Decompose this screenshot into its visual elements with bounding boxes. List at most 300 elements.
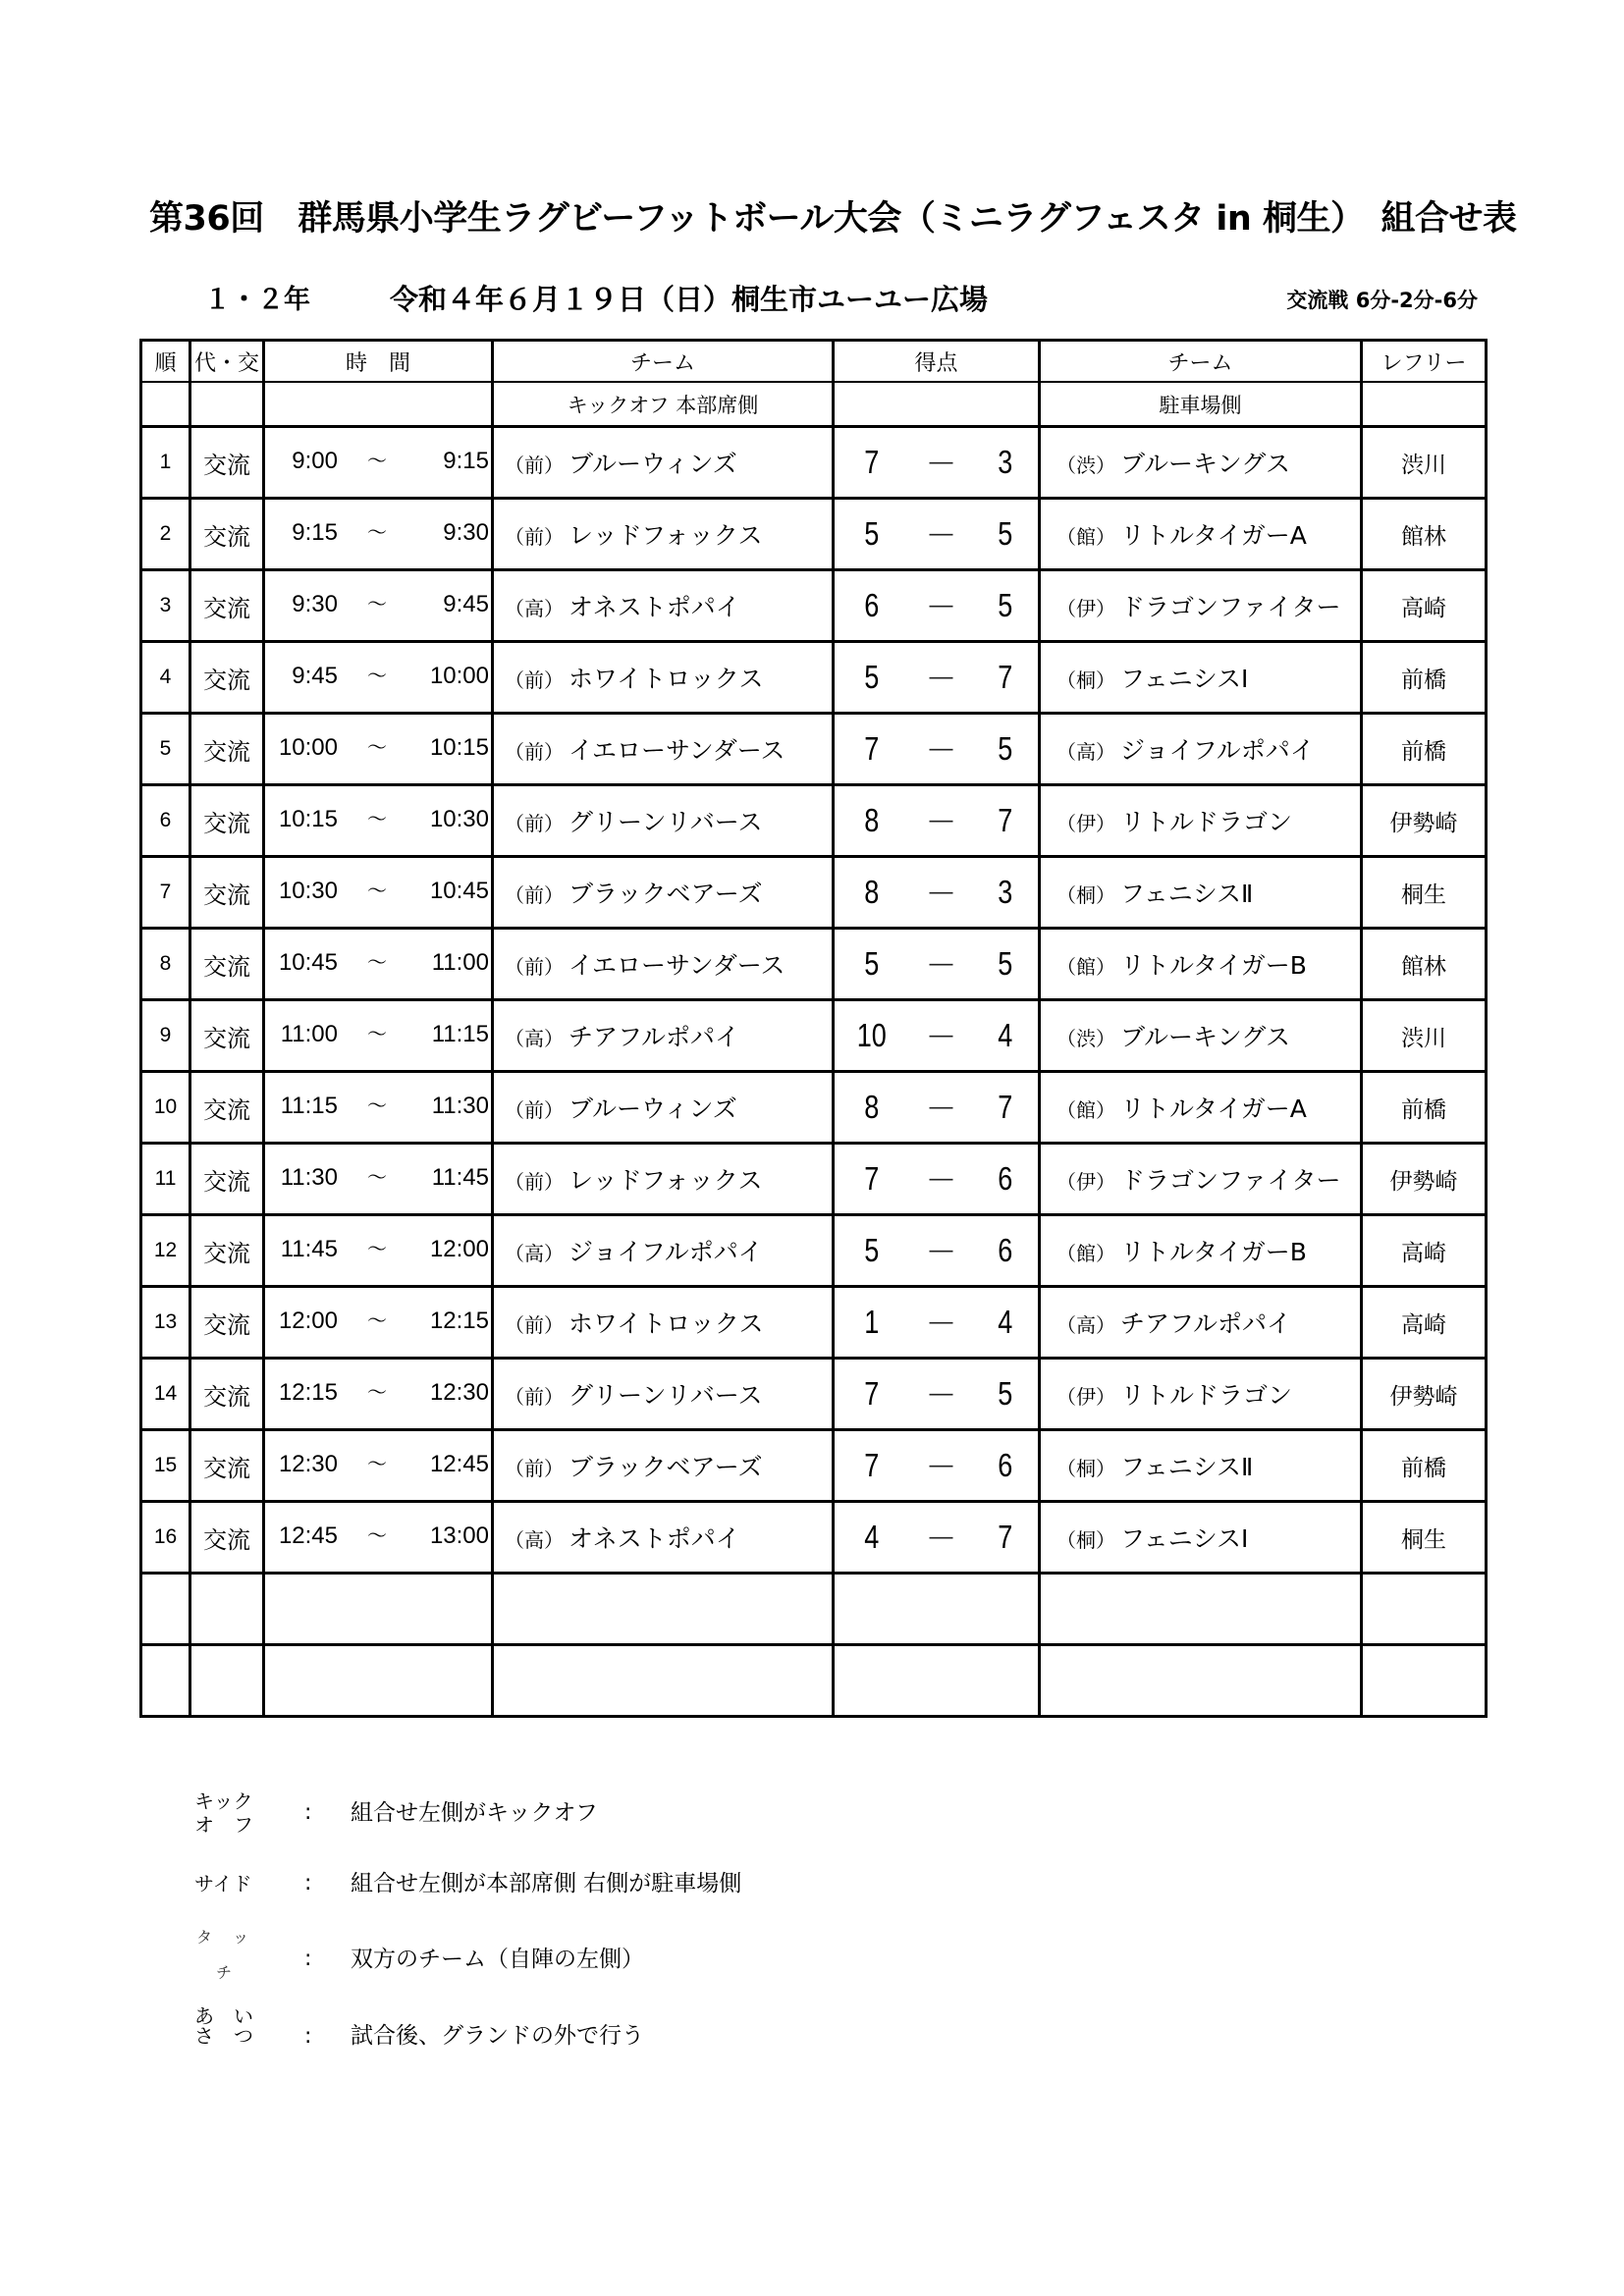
start-time: 10:00	[278, 734, 338, 761]
referee: 前橋	[1362, 714, 1487, 785]
match-time	[264, 1359, 493, 1430]
score	[835, 944, 1038, 984]
start-time: 10:45	[278, 949, 338, 976]
away-team-cell	[1040, 427, 1362, 499]
score-cell	[834, 1430, 1040, 1502]
home-score: 7	[864, 1160, 880, 1197]
match-type: 交流	[190, 1287, 264, 1359]
match-row	[141, 714, 1487, 785]
home-team-name: チアフルポパイ	[568, 1023, 740, 1051]
home-team-region: （前）	[505, 883, 564, 907]
document-title: 第36回 群馬県小学生ラグビーフットボール大会（ミニラグフェスタ in 桐生） 組合せ表	[149, 199, 1517, 239]
referee: 高崎	[1362, 1215, 1487, 1287]
referee: 前橋	[1362, 642, 1487, 714]
home-team-cell	[493, 642, 834, 714]
note-text: 組合せ左側がキックオフ	[351, 1800, 598, 1826]
match-type: 交流	[190, 1144, 264, 1215]
score-separator: —	[929, 1022, 953, 1048]
match-type: 交流	[190, 427, 264, 499]
match-type: 交流	[190, 1430, 264, 1502]
end-time: 12:15	[429, 1308, 489, 1334]
home-team-region: （前）	[505, 1170, 564, 1194]
time-range	[265, 519, 491, 549]
start-time: 12:30	[278, 1451, 338, 1477]
match-time	[264, 642, 493, 714]
header-away-team: チーム	[1040, 341, 1362, 383]
score-separator: —	[929, 592, 953, 618]
home-team-cell	[493, 1287, 834, 1359]
time-range-separator: ～	[367, 594, 387, 615]
empty-cell	[190, 1574, 264, 1645]
away-score: 5	[998, 587, 1013, 623]
away-team-cell	[1040, 785, 1362, 857]
time-range-separator: ～	[367, 522, 387, 544]
referee: 桐生	[1362, 857, 1487, 929]
away-score: 3	[998, 874, 1013, 910]
score-cell	[834, 1359, 1040, 1430]
start-time: 10:30	[278, 878, 338, 904]
home-team-name: オネストポパイ	[568, 593, 740, 621]
match-row	[141, 1359, 1487, 1430]
note-label: タ ッ	[196, 1928, 249, 1947]
score-separator: —	[929, 1094, 953, 1120]
away-team-name: リトルドラゴン	[1120, 1381, 1293, 1410]
time-range	[265, 1451, 491, 1480]
score-cell	[834, 642, 1040, 714]
time-range	[265, 1021, 491, 1050]
score-separator: —	[929, 950, 953, 977]
home-score: 7	[864, 1375, 880, 1412]
score-separator: —	[929, 1523, 953, 1550]
match-time	[264, 1072, 493, 1144]
match-order: 1	[141, 427, 190, 499]
score-separator: —	[929, 1165, 953, 1192]
home-team-cell	[493, 1072, 834, 1144]
score-cell	[834, 499, 1040, 570]
home-team-region: （前）	[505, 1313, 564, 1337]
home-team-region: （前）	[505, 454, 564, 477]
home-team-name: レッドフォックス	[568, 1166, 763, 1195]
end-time: 9:45	[443, 591, 489, 617]
end-time: 9:30	[443, 519, 489, 546]
away-team-name: フェニシスⅡ	[1120, 880, 1254, 908]
home-team-cell	[493, 1000, 834, 1072]
subheader-score	[834, 382, 1040, 427]
match-order: 14	[141, 1359, 190, 1430]
score-cell	[834, 427, 1040, 499]
score-separator: —	[929, 1237, 953, 1263]
match-order: 11	[141, 1144, 190, 1215]
referee: 高崎	[1362, 570, 1487, 642]
header-row	[141, 341, 1487, 383]
match-type: 交流	[190, 570, 264, 642]
away-team-region: （伊）	[1056, 597, 1115, 620]
note-text: 組合せ左側が本部席側 右側が駐車場側	[351, 1871, 742, 1896]
start-time: 12:45	[278, 1522, 338, 1549]
home-team-name: ブルーウィンズ	[568, 1095, 737, 1123]
away-team-region: （伊）	[1056, 1385, 1115, 1409]
score-cell	[834, 714, 1040, 785]
time-range	[265, 1379, 491, 1409]
away-team-cell	[1040, 1502, 1362, 1574]
score	[835, 1518, 1038, 1557]
away-team-name: フェニシスⅠ	[1120, 1524, 1249, 1553]
score	[835, 873, 1038, 912]
score	[835, 1088, 1038, 1127]
match-order: 2	[141, 499, 190, 570]
score-separator: —	[929, 520, 953, 547]
referee: 伊勢崎	[1362, 785, 1487, 857]
start-time: 12:15	[278, 1379, 338, 1406]
match-type: 交流	[190, 1359, 264, 1430]
score-separator: —	[929, 879, 953, 905]
time-range-separator: ～	[367, 1095, 387, 1117]
score-cell	[834, 1215, 1040, 1287]
away-team-region: （桐）	[1056, 883, 1115, 907]
header-time: 時 間	[264, 341, 493, 383]
home-team-cell	[493, 570, 834, 642]
subheader-home-side: キックオフ 本部席側	[493, 382, 834, 427]
away-score: 6	[998, 1232, 1013, 1268]
match-order: 15	[141, 1430, 190, 1502]
home-score: 7	[864, 1447, 880, 1483]
match-order: 13	[141, 1287, 190, 1359]
header-home-team: チーム	[493, 341, 834, 383]
home-team-cell	[493, 1359, 834, 1430]
home-team-region: （前）	[505, 1098, 564, 1122]
away-score: 7	[998, 1519, 1013, 1555]
subheader-order	[141, 382, 190, 427]
home-score: 8	[864, 1089, 880, 1125]
start-time: 9:30	[292, 591, 338, 617]
header-score: 得点	[834, 341, 1040, 383]
away-score: 7	[998, 1089, 1013, 1125]
score-separator: —	[929, 1452, 953, 1478]
match-row	[141, 785, 1487, 857]
away-team-region: （館）	[1056, 1098, 1115, 1122]
end-time: 12:00	[429, 1236, 489, 1262]
note-label: さ つ	[194, 2024, 253, 2048]
header-referee: レフリー	[1362, 341, 1487, 383]
away-team-name: ドラゴンファイター	[1120, 1166, 1341, 1195]
score-cell	[834, 1287, 1040, 1359]
away-team-name: リトルドラゴン	[1120, 808, 1293, 836]
match-time	[264, 427, 493, 499]
home-team-name: ブラックベアーズ	[568, 880, 763, 908]
empty-row	[141, 1574, 1487, 1645]
away-team-region: （高）	[1056, 740, 1115, 764]
referee: 前橋	[1362, 1072, 1487, 1144]
match-row	[141, 1502, 1487, 1574]
match-row	[141, 1215, 1487, 1287]
note-label: サイド	[194, 1872, 252, 1896]
match-row	[141, 857, 1487, 929]
home-score: 5	[864, 1232, 880, 1268]
empty-cell	[264, 1574, 493, 1645]
home-team-name: ブラックベアーズ	[568, 1453, 763, 1481]
match-time	[264, 857, 493, 929]
away-team-name: リトルタイガーA	[1120, 1095, 1307, 1123]
score-cell	[834, 1000, 1040, 1072]
subheader-referee	[1362, 382, 1487, 427]
time-range	[265, 591, 491, 620]
home-team-name: ホワイトロックス	[568, 665, 764, 693]
score-cell	[834, 570, 1040, 642]
score-separator: —	[929, 1308, 953, 1335]
away-team-cell	[1040, 1215, 1362, 1287]
time-range-separator: ～	[367, 809, 387, 830]
start-time: 11:45	[280, 1236, 338, 1262]
note-label: あ い	[194, 2004, 253, 2028]
time-range-separator: ～	[367, 1525, 387, 1547]
away-team-region: （桐）	[1056, 668, 1115, 692]
referee: 館林	[1362, 929, 1487, 1000]
score-separator: —	[929, 1380, 953, 1407]
home-score: 8	[864, 802, 880, 838]
subheader-away-side: 駐車場側	[1040, 382, 1362, 427]
time-range	[265, 949, 491, 979]
away-team-name: リトルタイガーB	[1120, 951, 1307, 980]
time-range-separator: ～	[367, 1239, 387, 1260]
match-row	[141, 1144, 1487, 1215]
start-time: 11:00	[280, 1021, 338, 1047]
score-separator: —	[929, 807, 953, 833]
score	[835, 1016, 1038, 1055]
home-team-cell	[493, 1144, 834, 1215]
away-team-name: リトルタイガーA	[1120, 521, 1307, 550]
home-score: 6	[864, 587, 880, 623]
referee: 伊勢崎	[1362, 1359, 1487, 1430]
away-score: 6	[998, 1447, 1013, 1483]
away-score: 6	[998, 1160, 1013, 1197]
match-row	[141, 570, 1487, 642]
empty-cell	[141, 1645, 190, 1717]
time-range	[265, 1522, 491, 1552]
away-team-name: リトルタイガーB	[1120, 1238, 1307, 1266]
time-range-separator: ～	[367, 1382, 387, 1404]
score	[835, 1303, 1038, 1342]
note-text: 試合後、グランドの外で行う	[351, 2023, 644, 2049]
home-team-name: イエローサンダース	[568, 736, 785, 765]
time-range-separator: ～	[367, 1167, 387, 1189]
end-time: 11:45	[431, 1164, 489, 1191]
score-cell	[834, 929, 1040, 1000]
time-range-separator: ～	[367, 952, 387, 974]
time-range	[265, 1236, 491, 1265]
match-time	[264, 1215, 493, 1287]
start-time: 9:00	[292, 448, 338, 474]
referee: 伊勢崎	[1362, 1144, 1487, 1215]
home-team-region: （高）	[505, 1027, 564, 1050]
away-team-region: （館）	[1056, 955, 1115, 979]
match-type: 交流	[190, 714, 264, 785]
away-score: 4	[998, 1304, 1013, 1340]
match-type: 交流	[190, 1215, 264, 1287]
match-time	[264, 570, 493, 642]
time-range-separator: ～	[367, 1454, 387, 1475]
score-cell	[834, 785, 1040, 857]
away-score: 5	[998, 515, 1013, 552]
match-time	[264, 1144, 493, 1215]
home-team-name: ジョイフルポパイ	[568, 1238, 763, 1266]
home-team-cell	[493, 499, 834, 570]
start-time: 12:00	[278, 1308, 338, 1334]
home-score: 7	[864, 730, 880, 767]
score-cell	[834, 857, 1040, 929]
away-team-cell	[1040, 929, 1362, 1000]
home-team-cell	[493, 714, 834, 785]
match-order: 16	[141, 1502, 190, 1574]
home-team-region: （前）	[505, 525, 564, 549]
home-team-name: イエローサンダース	[568, 951, 785, 980]
header-type: 代・交	[190, 341, 264, 383]
away-score: 7	[998, 802, 1013, 838]
home-score: 8	[864, 874, 880, 910]
match-row	[141, 1287, 1487, 1359]
start-time: 11:15	[280, 1093, 338, 1119]
home-team-name: オネストポパイ	[568, 1524, 740, 1553]
away-team-cell	[1040, 570, 1362, 642]
note-colon: :	[304, 1947, 312, 1971]
home-team-name: グリーンリバース	[568, 808, 763, 836]
end-time: 9:15	[443, 448, 489, 474]
end-time: 11:00	[431, 949, 489, 976]
time-range	[265, 734, 491, 764]
match-type: 交流	[190, 1502, 264, 1574]
match-order: 10	[141, 1072, 190, 1144]
home-team-cell	[493, 1430, 834, 1502]
match-order: 3	[141, 570, 190, 642]
score	[835, 443, 1038, 482]
score-cell	[834, 1502, 1040, 1574]
end-time: 11:30	[431, 1093, 489, 1119]
match-order: 7	[141, 857, 190, 929]
score	[835, 1231, 1038, 1270]
score	[835, 729, 1038, 769]
empty-cell	[834, 1645, 1040, 1717]
time-range	[265, 663, 491, 692]
away-score: 5	[998, 730, 1013, 767]
match-order: 5	[141, 714, 190, 785]
match-format: 交流戦 6分-2分-6分	[1286, 289, 1478, 312]
empty-cell	[141, 1574, 190, 1645]
away-team-region: （渋）	[1056, 454, 1115, 477]
home-team-region: （前）	[505, 955, 564, 979]
date-venue: 令和４年６月１９日（日）桐生市ユーユー広場	[390, 283, 989, 316]
empty-cell	[264, 1645, 493, 1717]
match-time	[264, 1000, 493, 1072]
match-row	[141, 1430, 1487, 1502]
match-type: 交流	[190, 785, 264, 857]
home-team-region: （前）	[505, 812, 564, 835]
match-time	[264, 929, 493, 1000]
away-team-cell	[1040, 1359, 1362, 1430]
away-team-name: チアフルポパイ	[1120, 1309, 1292, 1338]
score	[835, 1159, 1038, 1199]
match-type: 交流	[190, 499, 264, 570]
time-range-separator: ～	[367, 737, 387, 759]
away-team-cell	[1040, 1000, 1362, 1072]
away-team-region: （桐）	[1056, 1457, 1115, 1480]
home-score: 1	[864, 1304, 880, 1340]
away-team-name: フェニシスⅡ	[1120, 1453, 1254, 1481]
referee: 渋川	[1362, 1000, 1487, 1072]
away-score: 4	[998, 1017, 1013, 1053]
referee: 館林	[1362, 499, 1487, 570]
empty-cell	[834, 1574, 1040, 1645]
match-time	[264, 714, 493, 785]
away-team-cell	[1040, 857, 1362, 929]
score-separator: —	[929, 664, 953, 690]
empty-row	[141, 1645, 1487, 1717]
home-team-cell	[493, 1502, 834, 1574]
match-order: 6	[141, 785, 190, 857]
away-team-region: （館）	[1056, 525, 1115, 549]
home-score: 5	[864, 515, 880, 552]
referee: 渋川	[1362, 427, 1487, 499]
away-team-region: （伊）	[1056, 1170, 1115, 1194]
empty-cell	[1040, 1574, 1362, 1645]
home-team-region: （前）	[505, 740, 564, 764]
end-time: 10:15	[429, 734, 489, 761]
match-row	[141, 929, 1487, 1000]
header-order: 順	[141, 341, 190, 383]
away-team-region: （渋）	[1056, 1027, 1115, 1050]
time-range	[265, 1164, 491, 1194]
end-time: 10:00	[429, 663, 489, 689]
away-team-region: （高）	[1056, 1313, 1115, 1337]
home-score: 4	[864, 1519, 880, 1555]
home-team-region: （前）	[505, 1385, 564, 1409]
match-type: 交流	[190, 642, 264, 714]
score	[835, 801, 1038, 840]
match-row	[141, 1000, 1487, 1072]
away-team-name: ジョイフルポパイ	[1120, 736, 1315, 765]
match-type: 交流	[190, 1072, 264, 1144]
empty-cell	[1362, 1645, 1487, 1717]
time-range	[265, 806, 491, 835]
score	[835, 514, 1038, 554]
home-team-name: ブルーウィンズ	[568, 450, 737, 478]
time-range	[265, 878, 491, 907]
away-team-name: ブルーキングス	[1120, 450, 1291, 478]
time-range-separator: ～	[367, 1310, 387, 1332]
referee: 高崎	[1362, 1287, 1487, 1359]
end-time: 10:30	[429, 806, 489, 832]
home-team-region: （高）	[505, 1242, 564, 1265]
time-range-separator: ～	[367, 881, 387, 902]
start-time: 9:45	[292, 663, 338, 689]
match-order: 8	[141, 929, 190, 1000]
away-score: 7	[998, 659, 1013, 695]
note-colon: :	[304, 1800, 312, 1825]
away-team-cell	[1040, 1072, 1362, 1144]
score	[835, 1446, 1038, 1485]
end-time: 13:00	[429, 1522, 489, 1549]
away-team-cell	[1040, 1287, 1362, 1359]
match-schedule-table	[139, 339, 1488, 1718]
away-team-cell	[1040, 642, 1362, 714]
note-colon: :	[304, 1871, 312, 1896]
score	[835, 586, 1038, 625]
note-colon: :	[304, 2024, 312, 2049]
match-time	[264, 1502, 493, 1574]
grade-label: １・２年	[204, 285, 310, 315]
start-time: 9:15	[292, 519, 338, 546]
home-team-region: （前）	[505, 1457, 564, 1480]
away-team-name: ドラゴンファイター	[1120, 593, 1341, 621]
end-time: 12:45	[429, 1451, 489, 1477]
